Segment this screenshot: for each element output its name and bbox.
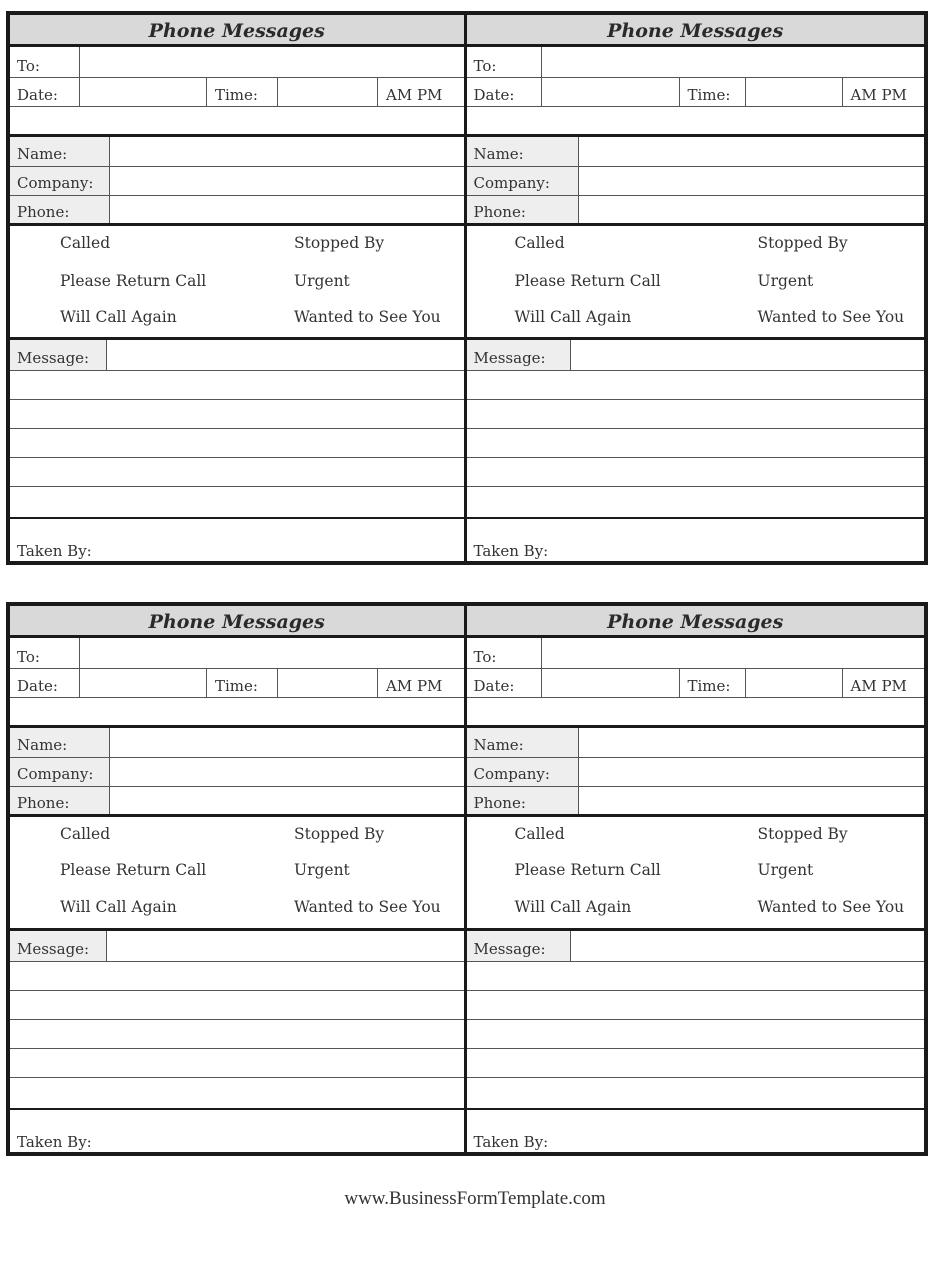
ampm-label: AM PM [850,677,907,695]
company-label: Company: [473,174,550,192]
to-label: To: [17,648,40,666]
slip-header [467,606,925,638]
name-row [10,728,464,758]
option-urgent[interactable]: Urgent [294,861,350,879]
name-label: Name: [17,736,68,754]
message-label-cell [10,931,107,961]
time-field[interactable] [278,669,378,697]
phone-label: Phone: [17,794,70,812]
time-label: Time: [215,86,258,104]
phone-field[interactable] [579,787,925,814]
message-sheet-bottom [6,602,928,1156]
call-status-options [467,817,925,931]
name-row [467,137,925,167]
option-stopped-by[interactable]: Stopped By [294,825,385,843]
time-field[interactable] [278,78,378,106]
ampm-label: AM PM [386,677,443,695]
date-field[interactable] [542,78,680,106]
message-line[interactable] [10,487,464,517]
name-field[interactable] [579,728,925,757]
option-please-return-call[interactable]: Please Return Call [60,861,207,879]
name-label: Name: [473,736,524,754]
to-field[interactable] [542,47,925,77]
slip-header [467,15,925,47]
phone-row [10,196,464,226]
time-label-cell [207,669,278,697]
phone-message-slip [10,606,467,1152]
time-label-cell [207,78,278,106]
ampm-label: AM PM [386,86,443,104]
footer-url: www.BusinessFormTemplate.com [344,1188,606,1209]
company-row [467,758,925,787]
name-label: Name: [473,145,524,163]
option-please-return-call[interactable]: Please Return Call [514,861,661,879]
to-label-cell [467,638,542,668]
taken-by-label: Taken By: [17,542,92,560]
message-field[interactable] [571,931,925,961]
phone-message-slip [467,15,925,561]
phone-label: Phone: [17,203,70,221]
message-field[interactable] [571,340,925,370]
call-status-options [10,226,464,340]
message-field[interactable] [107,931,464,961]
message-line[interactable] [10,962,464,991]
slip-title: Phone Messages [607,20,784,42]
ampm-cell[interactable] [378,78,464,106]
message-label: Message: [17,940,90,958]
date-field[interactable] [542,669,680,697]
option-urgent[interactable]: Urgent [757,272,814,290]
taken-by-row[interactable] [10,517,464,561]
name-label: Name: [17,145,68,163]
name-field[interactable] [579,137,925,166]
option-will-call-again[interactable]: Will Call Again [60,898,177,916]
name-row [10,137,464,167]
taken-by-label: Taken By: [473,542,549,560]
message-label-cell [467,931,571,961]
phone-field[interactable] [110,196,464,223]
name-row [467,728,925,758]
date-label: Date: [473,677,515,695]
company-label-cell [10,758,110,786]
taken-by-row[interactable] [467,1108,925,1152]
message-label-cell [10,340,107,370]
phone-field[interactable] [579,196,925,223]
option-urgent[interactable]: Urgent [757,861,814,879]
date-row [10,78,464,107]
time-label: Time: [687,86,731,104]
phone-label-cell [10,196,110,223]
option-will-call-again[interactable]: Will Call Again [514,898,632,916]
ampm-cell[interactable] [378,669,464,697]
to-label: To: [473,648,497,666]
slip-title: Phone Messages [148,611,325,633]
option-called[interactable]: Called [60,234,111,252]
to-row [467,638,925,669]
to-field[interactable] [542,638,925,668]
to-label-cell [10,638,80,668]
name-field[interactable] [110,137,464,166]
phone-label-cell [467,787,579,814]
to-field[interactable] [80,47,464,77]
message-line[interactable] [467,487,925,517]
phone-field[interactable] [110,787,464,814]
blank-field-row[interactable] [10,698,464,728]
call-status-options [467,226,925,340]
date-label-cell [467,78,542,106]
call-status-options [10,817,464,931]
message-line[interactable] [10,429,464,458]
company-row [467,167,925,196]
time-label-cell [680,669,746,697]
time-label-cell [680,78,746,106]
phone-message-slip [10,15,467,561]
date-row [467,669,925,698]
company-label: Company: [17,174,94,192]
to-label: To: [473,57,497,75]
to-field[interactable] [80,638,464,668]
message-line[interactable] [10,1078,464,1108]
phone-label: Phone: [473,203,526,221]
company-label-cell [467,167,579,195]
message-field[interactable] [107,340,464,370]
name-label-cell [467,728,579,757]
option-will-call-again[interactable]: Will Call Again [60,308,177,326]
message-row [10,931,464,962]
to-label: To: [17,57,40,75]
option-stopped-by[interactable]: Stopped By [757,825,848,843]
option-wanted-to-see-you[interactable]: Wanted to See You [294,308,441,326]
ampm-label: AM PM [850,86,907,104]
message-line[interactable] [467,429,925,458]
option-called[interactable]: Called [60,825,111,843]
option-wanted-to-see-you[interactable]: Wanted to See You [757,898,905,916]
blank-field-row[interactable] [467,107,925,137]
to-label-cell [10,47,80,77]
slip-title: Phone Messages [607,611,784,633]
option-please-return-call[interactable]: Please Return Call [514,272,661,290]
message-row [467,931,925,962]
phone-row [467,787,925,817]
company-field[interactable] [110,167,464,195]
name-label-cell [10,137,110,166]
date-field[interactable] [80,669,207,697]
message-label-cell [467,340,571,370]
blank-field-row[interactable] [467,698,925,728]
time-label: Time: [215,677,258,695]
ampm-cell[interactable] [843,669,925,697]
message-label: Message: [17,349,90,367]
date-label: Date: [473,86,515,104]
option-stopped-by[interactable]: Stopped By [294,234,385,252]
company-field[interactable] [110,758,464,786]
option-stopped-by[interactable]: Stopped By [757,234,848,252]
phone-label-cell [10,787,110,814]
message-row [467,340,925,371]
blank-field-row[interactable] [10,107,464,137]
phone-label: Phone: [473,794,526,812]
message-line[interactable] [467,1049,925,1078]
slip-title: Phone Messages [148,20,325,42]
company-label-cell [10,167,110,195]
to-row [10,638,464,669]
option-wanted-to-see-you[interactable]: Wanted to See You [294,898,441,916]
name-label-cell [10,728,110,757]
date-row [467,78,925,107]
taken-by-label: Taken By: [17,1133,92,1151]
option-wanted-to-see-you[interactable]: Wanted to See You [757,308,905,326]
message-line[interactable] [467,371,925,400]
date-label-cell [467,669,542,697]
message-line[interactable] [467,991,925,1020]
slip-header [10,15,464,47]
slip-header [10,606,464,638]
name-label-cell [467,137,579,166]
message-row [10,340,464,371]
message-line[interactable] [467,1020,925,1049]
to-row [10,47,464,78]
taken-by-row[interactable] [10,1108,464,1152]
time-field[interactable] [746,669,843,697]
date-label: Date: [17,677,58,695]
option-called[interactable]: Called [514,234,565,252]
message-label: Message: [473,349,546,367]
company-field[interactable] [579,167,925,195]
company-label: Company: [17,765,94,783]
message-line[interactable] [10,991,464,1020]
ampm-cell[interactable] [843,78,925,106]
date-label-cell [10,669,80,697]
company-row [10,758,464,787]
phone-label-cell [467,196,579,223]
option-will-call-again[interactable]: Will Call Again [514,308,632,326]
company-row [10,167,464,196]
to-row [467,47,925,78]
taken-by-label: Taken By: [473,1133,549,1151]
option-please-return-call[interactable]: Please Return Call [60,272,207,290]
name-field[interactable] [110,728,464,757]
message-line[interactable] [10,371,464,400]
date-row [10,669,464,698]
message-line[interactable] [10,1049,464,1078]
taken-by-row[interactable] [467,517,925,561]
option-urgent[interactable]: Urgent [294,272,350,290]
date-label: Date: [17,86,58,104]
date-field[interactable] [80,78,207,106]
message-label: Message: [473,940,546,958]
phone-row [467,196,925,226]
option-called[interactable]: Called [514,825,565,843]
message-line[interactable] [467,458,925,487]
date-label-cell [10,78,80,106]
company-label: Company: [473,765,550,783]
time-field[interactable] [746,78,843,106]
phone-row [10,787,464,817]
company-field[interactable] [579,758,925,786]
to-label-cell [467,47,542,77]
message-line[interactable] [467,400,925,429]
message-sheet-top [6,11,928,565]
phone-message-slip [467,606,925,1152]
time-label: Time: [687,677,731,695]
message-line[interactable] [10,458,464,487]
company-label-cell [467,758,579,786]
message-line[interactable] [467,962,925,991]
message-line[interactable] [10,1020,464,1049]
message-line[interactable] [10,400,464,429]
message-line[interactable] [467,1078,925,1108]
